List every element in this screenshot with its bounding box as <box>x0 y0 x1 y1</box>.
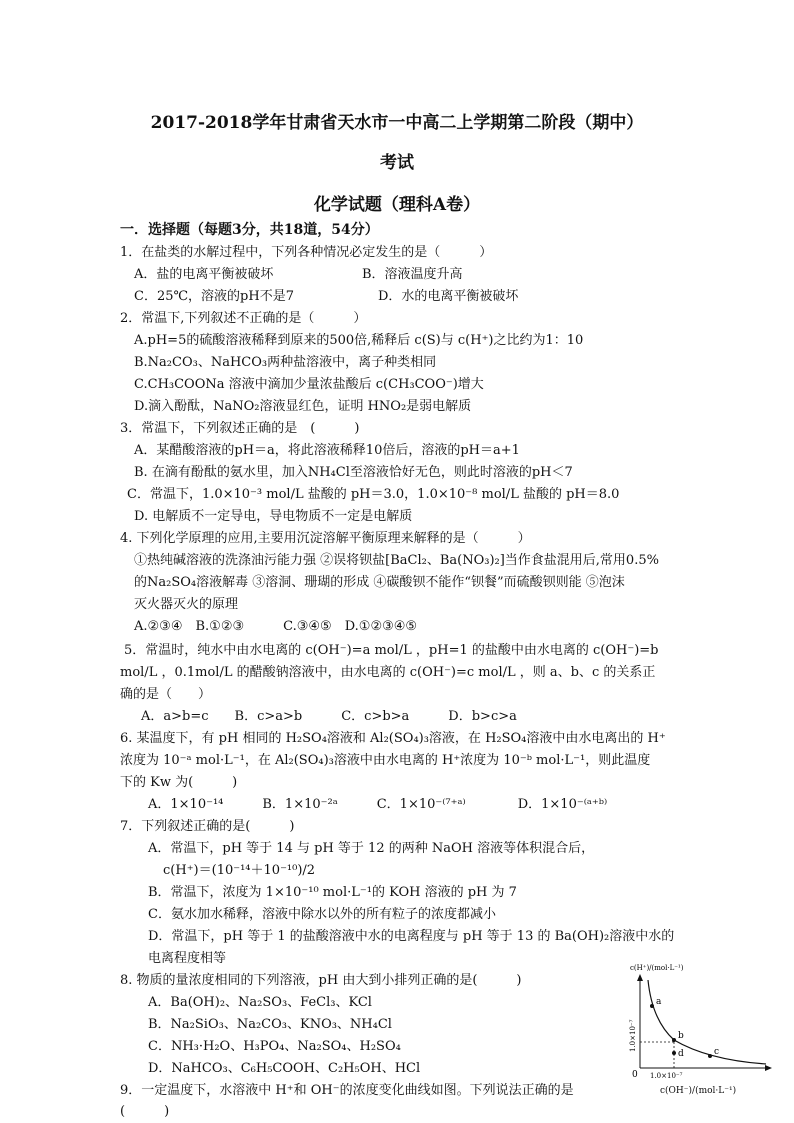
title-line-2: 考试 <box>380 153 414 173</box>
q7-option-a: A．常温下，pH 等于 14 与 pH 等于 12 的两种 NaOH 溶液等体积混合后， <box>148 841 595 856</box>
q8-option-d: D．NaHCO₃、C₆H₅COOH、C₂H₅OH、HCl <box>148 1061 421 1076</box>
origin-label: 0 <box>632 1070 638 1080</box>
q6-stem: 6. 某温度下，有 pH 相同的 H₂SO₄溶液和 Al₂(SO₄)₃溶液，在 H₂SO₄溶液中由水电离出的 H⁺ <box>120 731 666 746</box>
q3-option-c: C．常温下，1.0×10⁻³ mol/L 盐酸的 pH＝3.0，1.0×10⁻⁸ mol/L 盐酸的 pH＝8.0 <box>127 487 620 502</box>
point-c-label: c <box>714 1047 720 1057</box>
point-d-label: d <box>678 1049 684 1059</box>
q3-stem: 3．常温下，下列叙述正确的是 ( ) <box>120 421 360 436</box>
q7-option-d: D．常温下，pH 等于 1 的盐酸溶液中水的电离程度与 pH 等于 13 的 Ba(OH)₂溶液中水的 <box>148 929 675 944</box>
q4-stem: 4. 下列化学原理的应用,主要用沉淀溶解平衡原理来解释的是（ ） <box>120 531 531 546</box>
q6-stem-3: 下的 Kw 为( ) <box>120 775 238 790</box>
q1-option-d: D．水的电离平衡被破坏 <box>378 289 519 304</box>
point-a-marker <box>650 1004 654 1008</box>
q4-options: A.②③④ B.①②③ C.③④⑤ D.①②③④⑤ <box>134 619 418 634</box>
q2-stem: 2．常温下,下列叙述不正确的是（ ） <box>120 311 367 326</box>
q2-option-c: C.CH₃COONa 溶液中滴加少量浓盐酸后 c(CH₃COO⁻)增大 <box>134 377 484 392</box>
q5-stem-3: 确的是（ ） <box>120 687 212 702</box>
q4-item-3: 灭火器灭火的原理 <box>134 597 239 612</box>
q8-option-a: A．Ba(OH)₂、Na₂SO₃、FeCl₃、KCl <box>148 995 372 1010</box>
x-axis-arrow <box>765 1065 772 1071</box>
q2-option-a: A.pH=5的硫酸溶液稀释到原来的500倍,稀释后 c(S)与 c(H⁺)之比约为1：10 <box>134 333 584 348</box>
x-axis-label: c(OH⁻)/(mol·L⁻¹) <box>660 1086 737 1096</box>
q8-option-b: B．Na₂SiO₃、Na₂CO₃、KNO₃、NH₄Cl <box>148 1017 392 1032</box>
point-d-marker <box>672 1051 676 1055</box>
q4-item-1: ①热纯碱溶液的洗涤油污能力强 ②误将钡盐[BaCl₂、Ba(NO₃)₂]当作食盐混用后,常用0.5% <box>134 553 659 568</box>
q5-options: A．a>b=c B．c>a>b C．c>b>a D．b>c>a <box>141 709 517 724</box>
q1-option-c: C．25℃，溶液的pH不是7 <box>134 289 294 304</box>
section-heading: 一．选择题（每题3分，共18道，54分） <box>120 222 379 238</box>
y-axis-arrow <box>637 974 643 981</box>
q7-option-b: B．常温下，浓度为 1×10⁻¹⁰ mol·L⁻¹的 KOH 溶液的 pH 为 7 <box>148 885 517 900</box>
q7-option-c: C．氨水加水稀释，溶液中除水以外的所有粒子的浓度都减小 <box>148 907 496 922</box>
q9-stem: 9．一定温度下，水溶液中 H⁺和 OH⁻的浓度变化曲线如图。下列说法正确的是 <box>120 1083 574 1098</box>
q7-stem: 7．下列叙述正确的是( ) <box>120 819 295 834</box>
q3-option-d: D. 电解质不一定导电，导电物质不一定是电解质 <box>134 509 413 524</box>
q1-option-b: B．溶液温度升高 <box>362 267 463 282</box>
q7-option-d-2: 电离程度相等 <box>148 951 227 966</box>
x-tick-label: 1.0×10⁻⁷ <box>650 1072 683 1080</box>
hplus-ohminus-graph <box>618 960 778 1082</box>
q1-option-a: A．盐的电离平衡被破坏 <box>134 267 274 282</box>
curve <box>648 980 766 1064</box>
q2-option-b: B.Na₂CO₃、NaHCO₃两种盐溶液中，离子种类相同 <box>134 355 437 370</box>
q5-stem-2: mol/L ，0.1mol/L 的醋酸钠溶液中，由水电离的 c(OH⁻)=c mol/L ，则 a、b、c 的关系正 <box>120 665 656 680</box>
q5-stem: 5．常温时，纯水中由水电离的 c(OH⁻)=a mol/L ，pH=1 的盐酸中由水电离的 c(OH⁻)=b <box>124 643 659 658</box>
q7-option-a-2: c(H⁺)＝(10⁻¹⁴＋10⁻¹⁰)/2 <box>163 863 316 878</box>
point-b-marker <box>672 1038 676 1042</box>
y-tick-label: 1.0×10⁻⁷ <box>629 1019 637 1052</box>
y-axis-label: c(H⁺)/(mol·L⁻¹) <box>630 964 684 972</box>
subtitle: 化学试题（理科A卷） <box>313 195 481 215</box>
q8-stem: 8. 物质的量浓度相同的下列溶液，pH 由大到小排列正确的是( ) <box>120 973 522 988</box>
q6-options: A．1×10⁻¹⁴ B．1×10⁻²ᵃ C．1×10⁻⁽⁷⁺ᵃ⁾ D．1×10⁻⁽ᵃ⁺ᵇ⁾ <box>148 797 608 812</box>
point-c-marker <box>708 1054 712 1058</box>
q9-paren: ( ) <box>120 1104 170 1119</box>
point-a-label: a <box>656 997 662 1007</box>
q6-stem-2: 浓度为 10⁻ᵃ mol·L⁻¹，在 Al₂(SO₄)₃溶液中由水电离的 H⁺浓度为 10⁻ᵇ mol·L⁻¹，则此温度 <box>120 753 651 768</box>
q2-option-d: D.滴入酚酞，NaNO₂溶液显红色，证明 HNO₂是弱电解质 <box>134 399 472 414</box>
q1-stem: 1．在盐类的水解过程中，下列各种情况必定发生的是（ ） <box>120 245 493 260</box>
point-b-label: b <box>678 1031 684 1041</box>
title-line-1: 2017-2018学年甘肃省天水市一中高二上学期第二阶段（期中） <box>150 113 644 133</box>
q4-item-2: 的Na₂SO₄溶液解毒 ③溶洞、珊瑚的形成 ④碳酸钡不能作“钡餐”而硫酸钡则能 ⑤泡沫 <box>134 575 625 590</box>
q8-option-c: C．NH₃·H₂O、H₃PO₄、Na₂SO₄、H₂SO₄ <box>148 1039 401 1054</box>
q3-option-b: B. 在滴有酚酞的氨水里，加入NH₄Cl至溶液恰好无色，则此时溶液的pH＜7 <box>134 465 573 480</box>
q3-option-a: A．某醋酸溶液的pH＝a，将此溶液稀释10倍后，溶液的pH＝a+1 <box>134 443 520 458</box>
